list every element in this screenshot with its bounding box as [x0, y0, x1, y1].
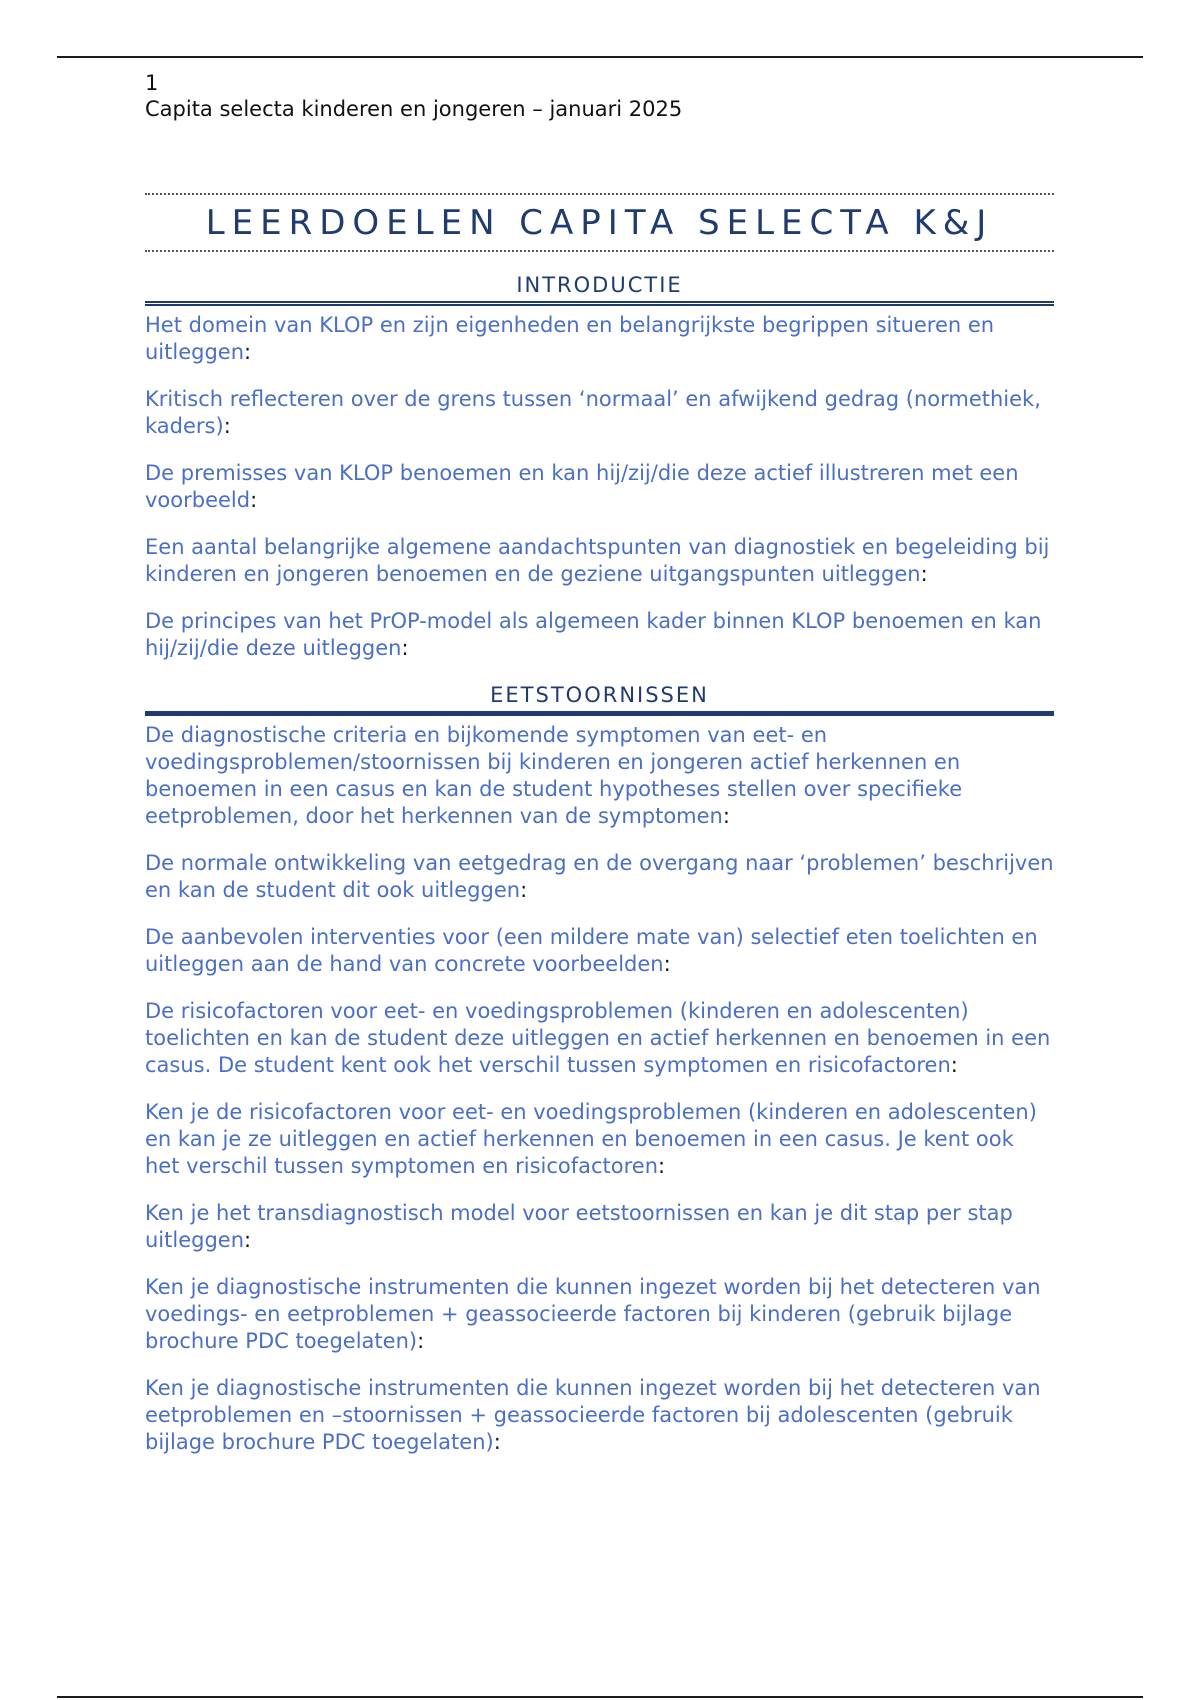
- title-box: [145, 193, 1054, 252]
- section-title-introductie: INTRODUCTIE: [145, 272, 1054, 306]
- learning-goal: Ken je het transdiagnostisch model voor eetstoornissen en kan je dit stap per stap uitleggen:: [145, 1201, 1013, 1252]
- page-number: 1: [145, 71, 159, 95]
- course-title: Capita selecta kinderen en jongeren – januari 2025: [145, 97, 683, 121]
- document-title: LEERDOELEN CAPITA SELECTA K&J: [205, 203, 994, 243]
- learning-goal: Ken je de risicofactoren voor eet- en voedingsproblemen (kinderen en adolescenten) en kan je ze uitleggen en actief herkennen en benoemen in een casus. Je kent ook het verschil tussen symptomen en risicofactoren:: [145, 1100, 1037, 1178]
- document-body: [145, 193, 1054, 1476]
- page-top-rule: [57, 56, 1143, 58]
- section-eetstoornissen: [145, 682, 1054, 1456]
- learning-goal: De principes van het PrOP-model als algemeen kader binnen KLOP benoemen en kan hij/zij/die deze uitleggen:: [145, 609, 1042, 660]
- page-bottom-rule: [57, 1696, 1143, 1698]
- section-introductie: [145, 272, 1054, 662]
- learning-goal: Het domein van KLOP en zijn eigenheden en belangrijkste begrippen situeren en uitleggen:: [145, 313, 995, 364]
- learning-goal: Een aantal belangrijke algemene aandachtspunten van diagnostiek en begeleiding bij kinderen en jongeren benoemen en de geziene uitgangspunten uitleggen:: [145, 535, 1050, 586]
- learning-goal: Ken je diagnostische instrumenten die kunnen ingezet worden bij het detecteren van eetproblemen en –stoornissen + geassocieerde factoren bij adolescenten (gebruik bijlage brochure PDC toegelaten):: [145, 1376, 1041, 1454]
- learning-goal: Ken je diagnostische instrumenten die kunnen ingezet worden bij het detecteren van voedings- en eetproblemen + geassocieerde factoren bij kinderen (gebruik bijlage brochure PDC toegelaten):: [145, 1275, 1041, 1353]
- learning-goal: Kritisch reflecteren over de grens tussen ‘normaal’ en afwijkend gedrag (normethiek, kaders):: [145, 387, 1041, 438]
- learning-goal: De risicofactoren voor eet- en voedingsproblemen (kinderen en adolescenten) toelichten en kan de student deze uitleggen en actief herkennen en benoemen in een casus. De student kent ook het verschil tussen symptomen en risicofactoren:: [145, 999, 1051, 1077]
- page-header: [145, 70, 682, 122]
- learning-goal: De diagnostische criteria en bijkomende symptomen van eet- en voedingsproblemen/stoornissen bij kinderen en jongeren actief herkennen en benoemen in een casus en kan de student hypotheses stellen over specifieke eetproblemen, door het herkennen van de symptomen:: [145, 723, 963, 828]
- learning-goal: De premisses van KLOP benoemen en kan hij/zij/die deze actief illustreren met een voorbeeld:: [145, 461, 1019, 512]
- learning-goals-list: [145, 312, 1054, 662]
- learning-goal: De aanbevolen interventies voor (een mildere mate van) selectief eten toelichten en uitleggen aan de hand van concrete voorbeelden:: [145, 925, 1038, 976]
- learning-goal: De normale ontwikkeling van eetgedrag en de overgang naar ‘problemen’ beschrijven en kan de student dit ook uitleggen:: [145, 851, 1054, 902]
- section-title-eetstoornissen: EETSTOORNISSEN: [145, 682, 1054, 716]
- learning-goals-list: [145, 722, 1054, 1456]
